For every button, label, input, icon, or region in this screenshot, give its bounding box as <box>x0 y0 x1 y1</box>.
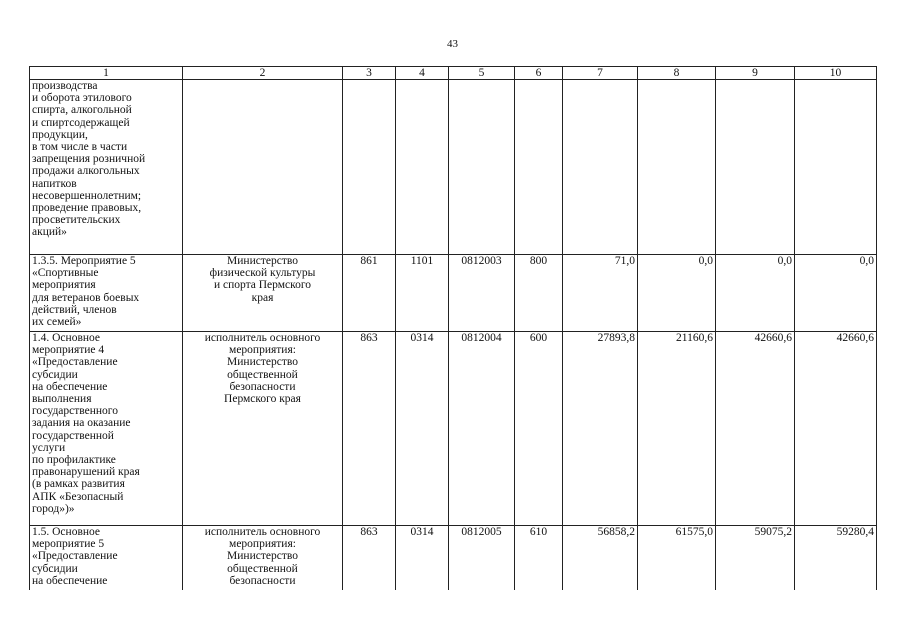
section-code: 1101 <box>396 255 449 332</box>
amount-col-7: 56858,2 <box>563 526 638 590</box>
amount-col-9: 59075,2 <box>716 526 795 590</box>
column-header: 8 <box>638 67 716 80</box>
amount-col-9 <box>716 80 795 255</box>
column-header: 3 <box>343 67 396 80</box>
table-row <box>30 526 877 590</box>
page-number: 43 <box>447 38 458 50</box>
column-header: 10 <box>795 67 877 80</box>
column-header: 1 <box>30 67 183 80</box>
grbs-code: 861 <box>343 255 396 332</box>
amount-col-9: 42660,6 <box>716 332 795 526</box>
column-header: 2 <box>183 67 343 80</box>
expense-type-code <box>515 80 563 255</box>
table-row <box>30 332 877 526</box>
activity-description: 1.3.5. Мероприятие 5 «Спортивные мероприятия для ветеранов боевых действий, членов их семей» <box>30 255 183 332</box>
column-header: 6 <box>515 67 563 80</box>
activity-description: производства и оборота этилового спирта, алкогольной и спиртсодержащей продукции, в том числе в части запрещения розничной продажи алкогольных напитков несовершеннолетним; проведение правовых, просветительских акций» <box>30 80 183 255</box>
amount-col-8 <box>638 80 716 255</box>
amount-col-7 <box>563 80 638 255</box>
amount-col-8: 21160,6 <box>638 332 716 526</box>
target-article-code: 0812005 <box>449 526 515 590</box>
amount-col-10 <box>795 80 877 255</box>
section-code <box>396 80 449 255</box>
executor: Министерство физической культуры и спорта Пермского края <box>183 255 343 332</box>
amount-col-8: 61575,0 <box>638 526 716 590</box>
target-article-code: 0812003 <box>449 255 515 332</box>
activity-description: 1.5. Основное мероприятие 5 «Предоставление субсидии на обеспечение <box>30 526 183 590</box>
executor: исполнитель основного мероприятия: Министерство общественной безопасности <box>183 526 343 590</box>
executor: исполнитель основного мероприятия: Министерство общественной безопасности Пермского края <box>183 332 343 526</box>
amount-col-8: 0,0 <box>638 255 716 332</box>
column-header: 7 <box>563 67 638 80</box>
target-article-code: 0812004 <box>449 332 515 526</box>
amount-col-7: 27893,8 <box>563 332 638 526</box>
amount-col-7: 71,0 <box>563 255 638 332</box>
section-code: 0314 <box>396 332 449 526</box>
amount-col-10: 59280,4 <box>795 526 877 590</box>
grbs-code: 863 <box>343 526 396 590</box>
table-row <box>30 255 877 332</box>
table-header-row <box>30 67 877 80</box>
activity-description: 1.4. Основное мероприятие 4 «Предоставление субсидии на обеспечение выполнения государственного задания на оказание государственной услуги по профилактике правонарушений края (в рамках развития АПК «Безопасный город»)» <box>30 332 183 526</box>
expense-type-code: 610 <box>515 526 563 590</box>
grbs-code <box>343 80 396 255</box>
expense-type-code: 800 <box>515 255 563 332</box>
amount-col-10: 42660,6 <box>795 332 877 526</box>
budget-table <box>29 66 877 590</box>
amount-col-9: 0,0 <box>716 255 795 332</box>
grbs-code: 863 <box>343 332 396 526</box>
column-header: 5 <box>449 67 515 80</box>
column-header: 9 <box>716 67 795 80</box>
column-header: 4 <box>396 67 449 80</box>
executor <box>183 80 343 255</box>
section-code: 0314 <box>396 526 449 590</box>
expense-type-code: 600 <box>515 332 563 526</box>
amount-col-10: 0,0 <box>795 255 877 332</box>
target-article-code <box>449 80 515 255</box>
table-row <box>30 80 877 255</box>
